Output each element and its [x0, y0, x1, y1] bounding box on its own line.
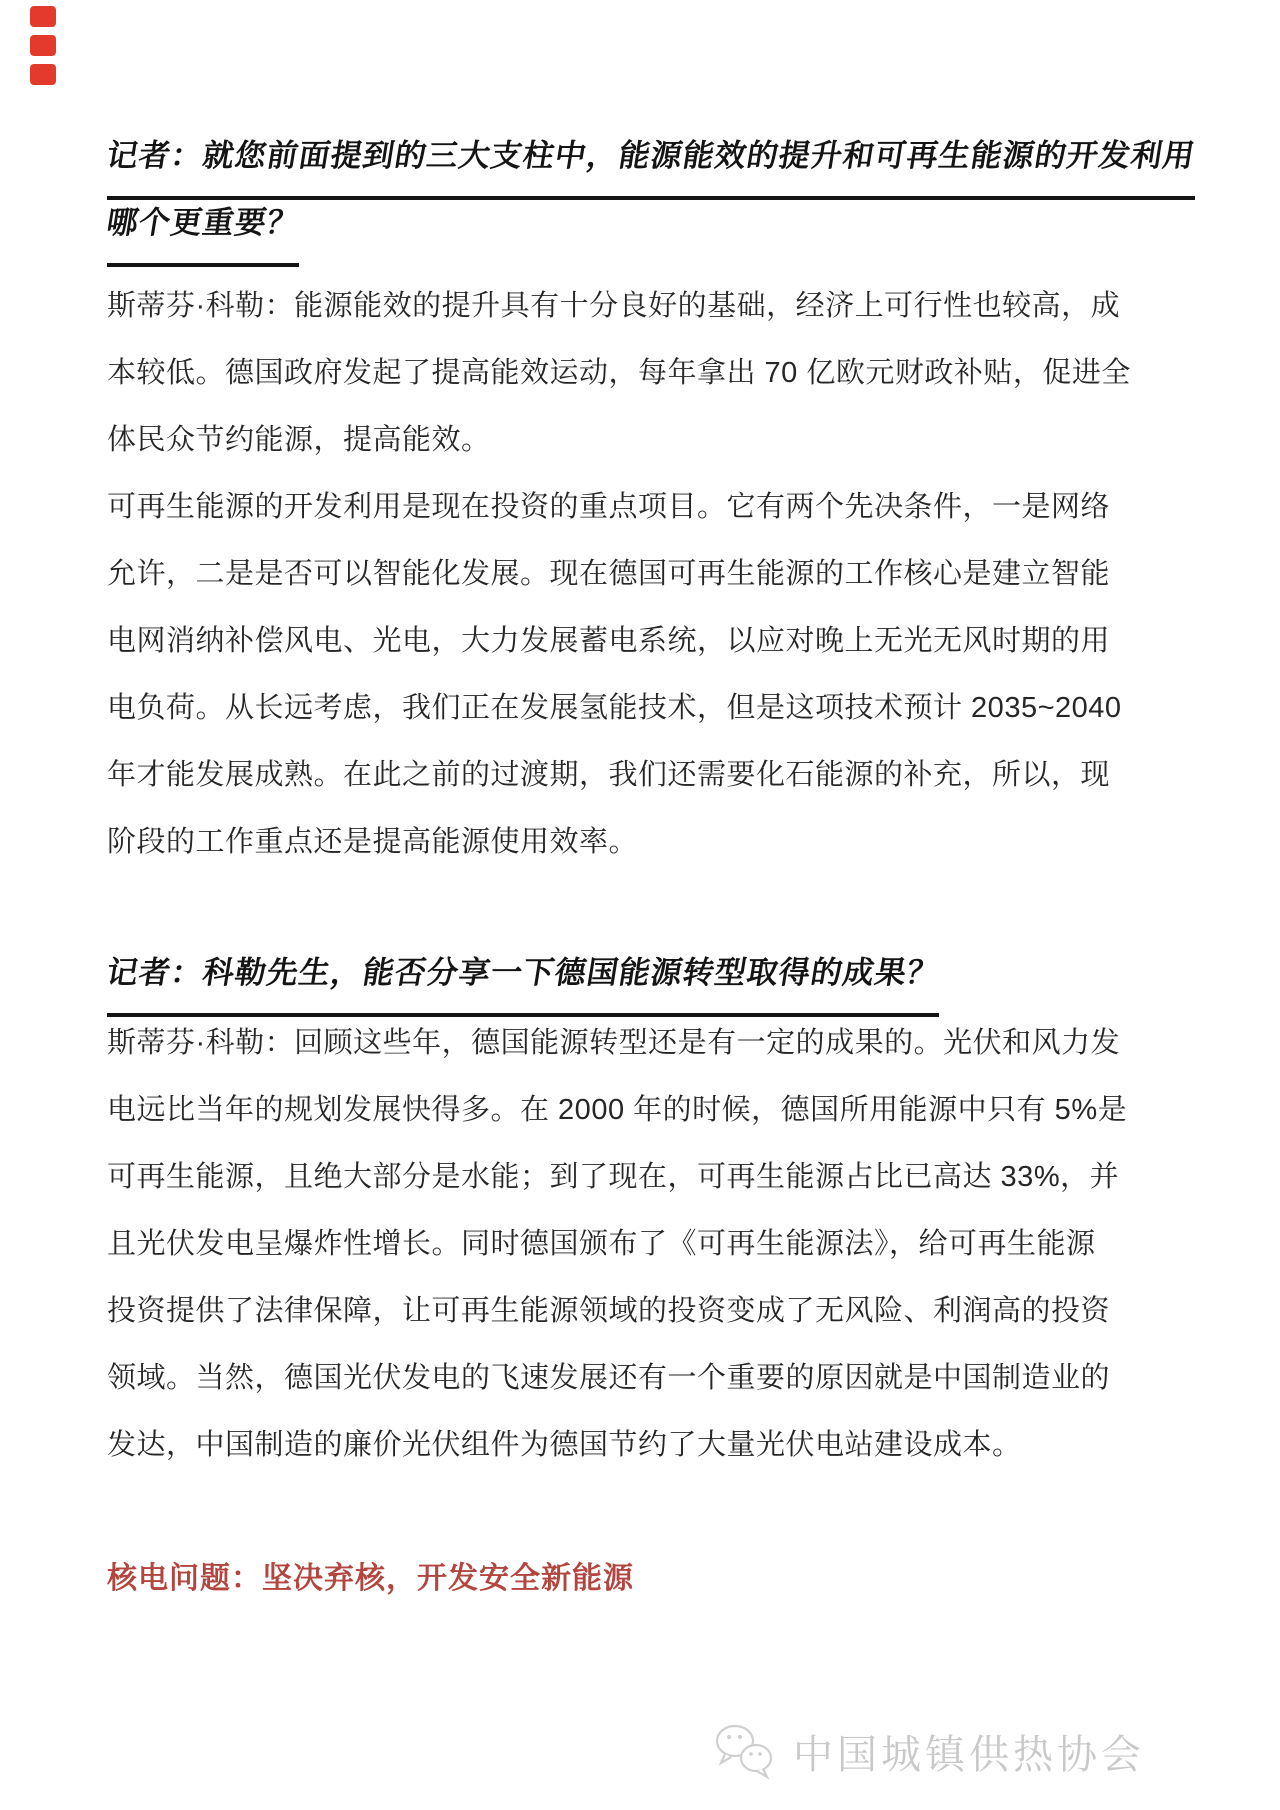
- answer-line: 可再生能源的开发利用是现在投资的重点项目。它有两个先决条件，一是网络: [107, 491, 1111, 523]
- question1-heading: [104, 126, 1198, 260]
- answer-line: 电网消纳补偿风电、光电，大力发展蓄电系统，以应对晚上无光无风时期的用: [107, 625, 1111, 657]
- answer-line: 可再生能源，且绝大部分是水能；到了现在，可再生能源占比已高达 33%，并: [107, 1161, 1120, 1193]
- question1-text: 哪个更重要？: [104, 205, 302, 240]
- answer-line: 本较低。德国政府发起了提高能效运动，每年拿出 70 亿欧元财政补贴，促进全: [107, 357, 1131, 389]
- answer-line: 电远比当年的规划发展快得多。在 2000 年的时候，德国所用能源中只有 5%是: [107, 1094, 1128, 1126]
- red-mark: [30, 35, 56, 56]
- question2-line: [104, 943, 1173, 1010]
- answer-line: 年才能发展成熟。在此之前的过渡期，我们还需要化石能源的补充，所以，现: [107, 759, 1111, 791]
- question2-heading: [104, 943, 1173, 1010]
- article-body: [104, 126, 1198, 1785]
- torn-red-marks: [30, 6, 58, 93]
- answer1-paragraph1: [107, 273, 1173, 474]
- footer-watermark: [107, 1722, 1173, 1785]
- answer2-paragraph: [107, 1010, 1173, 1479]
- red-mark: [30, 6, 56, 27]
- question1-line: [104, 126, 1198, 193]
- answer-line: 发达，中国制造的廉价光伏组件为德国节约了大量光伏电站建设成本。: [107, 1429, 1022, 1461]
- question1-text: 记者：就您前面提到的三大支柱中，能源能效的提升和可再生能源的开发利用: [104, 138, 1198, 173]
- question1-line: [104, 193, 1173, 260]
- answer-line: 投资提供了法律保障，让可再生能源领域的投资变成了无风险、利润高的投资: [107, 1295, 1111, 1327]
- answer-line: 领域。当然，德国光伏发电的飞速发展还有一个重要的原因就是中国制造业的: [107, 1362, 1111, 1394]
- wechat-icon: [713, 1722, 779, 1780]
- footer-brand-text: 中国城镇供热协会: [793, 1732, 1145, 1777]
- answer-line: 且光伏发电呈爆炸性增长。同时德国颁布了《可再生能源法》，给可再生能源: [107, 1228, 1096, 1260]
- question2-text: 记者：科勒先生，能否分享一下德国能源转型取得的成果？: [104, 955, 942, 990]
- answer1-paragraph2: [107, 474, 1173, 876]
- answer-line: 电负荷。从长远考虑，我们正在发展氢能技术，但是这项技术预计 2035~2040: [107, 692, 1122, 724]
- answer-line: 允许，二是是否可以智能化发展。现在德国可再生能源的工作核心是建立智能: [107, 558, 1111, 590]
- answer-line: 阶段的工作重点还是提高能源使用效率。: [107, 826, 639, 858]
- answer-line: 斯蒂芬·科勒：回顾这些年，德国能源转型还是有一定的成果的。光伏和风力发: [107, 1027, 1121, 1059]
- answer-line: 体民众节约能源，提高能效。: [107, 424, 491, 456]
- answer-line: 斯蒂芬·科勒：能源能效的提升具有十分良好的基础，经济上可行性也较高，成: [107, 290, 1121, 322]
- section-heading-nuclear: 核电问题：坚决弃核，开发安全新能源: [107, 1562, 634, 1595]
- red-mark: [30, 64, 56, 85]
